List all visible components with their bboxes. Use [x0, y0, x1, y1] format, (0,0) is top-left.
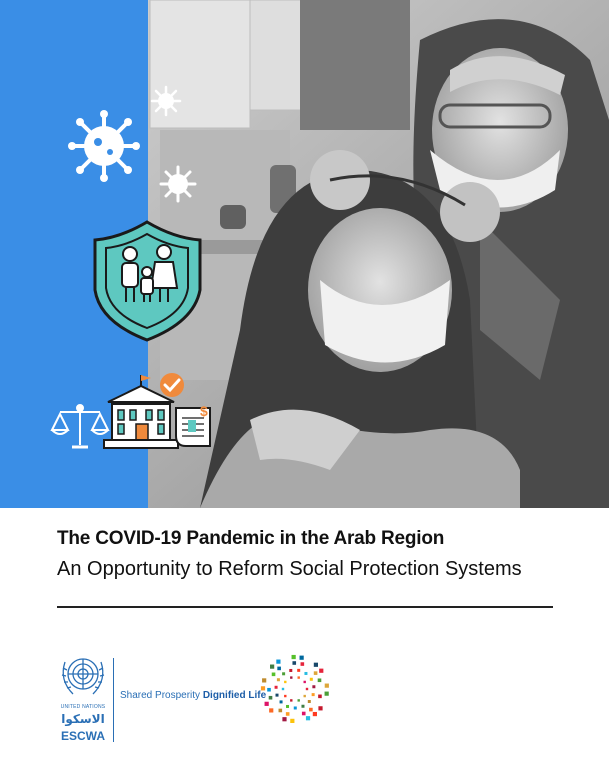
checkmark-icon	[160, 373, 184, 397]
svg-text:$: $	[200, 403, 208, 419]
sdg-wheel-icon	[260, 654, 330, 724]
virus-icon	[152, 87, 180, 115]
un-label: UNITED NATIONS	[60, 704, 106, 710]
arabic-label: الاسكوا	[61, 712, 105, 726]
tagline-part-1: Shared Prosperity	[120, 690, 201, 701]
title-block	[57, 528, 557, 581]
bill-document-icon	[176, 403, 210, 446]
logo-row	[55, 648, 335, 748]
tagline	[120, 690, 266, 701]
document-subtitle: An Opportunity to Reform Social Protection Systems	[57, 558, 522, 580]
title-divider	[57, 606, 553, 608]
justice-scale-icon	[52, 405, 108, 447]
virus-icon	[161, 167, 195, 201]
virus-icon	[68, 110, 140, 182]
icon-overlay	[0, 0, 240, 470]
un-emblem-icon	[55, 650, 111, 704]
escwa-label: ESCWA	[60, 729, 105, 743]
document-title: The COVID-19 Pandemic in the Arab Region	[57, 528, 445, 549]
tagline-part-2: Dignified Life	[202, 690, 267, 701]
logo-divider	[113, 658, 114, 742]
family-shield-icon	[95, 222, 200, 340]
